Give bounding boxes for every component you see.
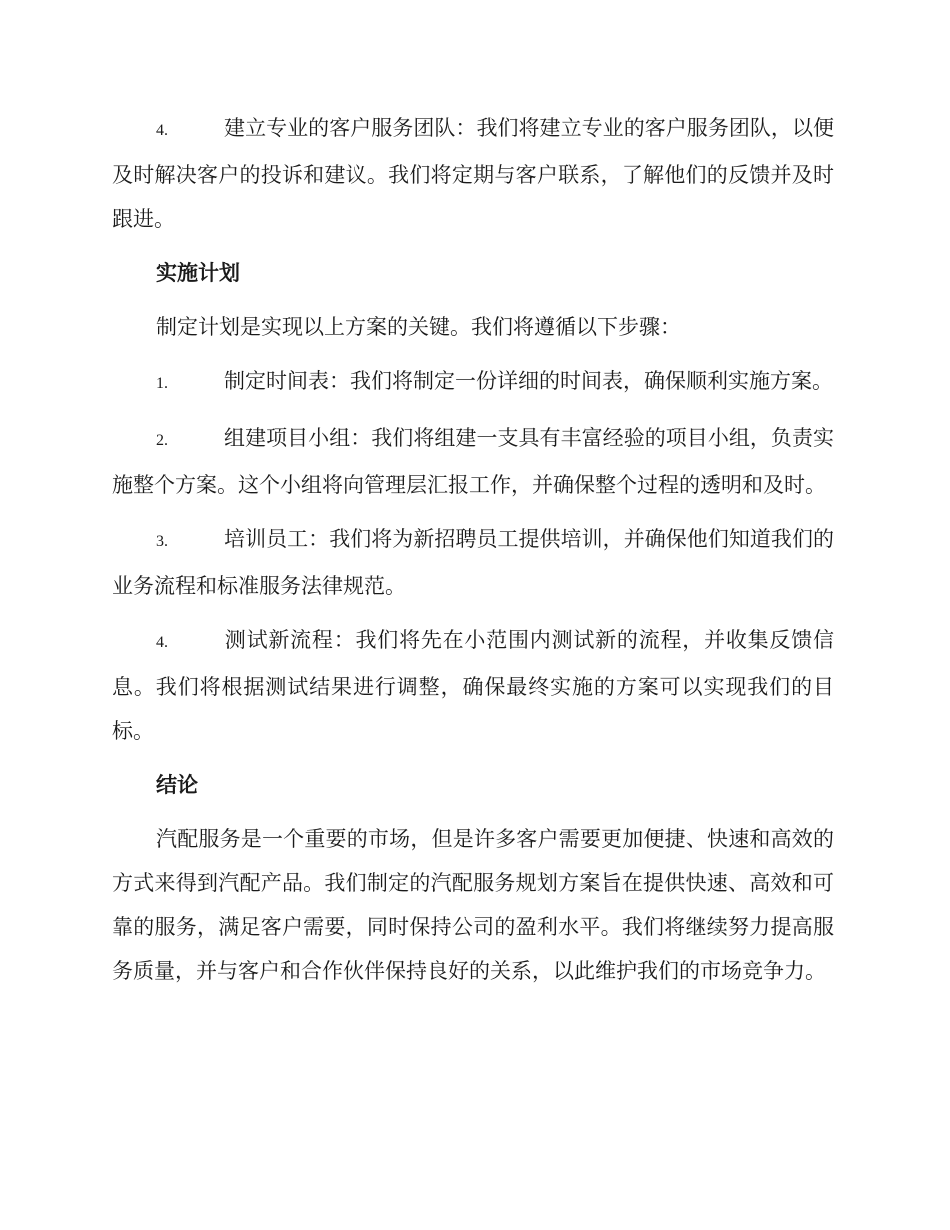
document-page — [112, 106, 834, 993]
list-item-text: 制定时间表：我们将制定一份详细的时间表，确保顺利实施方案。 — [224, 369, 833, 393]
list-item-text: 建立专业的客户服务团队：我们将建立专业的客户服务团队，以便及时解决客户的投诉和建议。我们将定期与客户联系，了解他们的反馈并及时跟进。 — [112, 116, 834, 231]
section-heading-implementation-plan: 实施计划 — [156, 261, 240, 285]
list-item-text: 培训员工：我们将为新招聘员工提供培训，并确保他们知道我们的业务流程和标准服务法律规范。 — [112, 527, 834, 598]
list-item-customer-service-team — [112, 106, 834, 241]
paragraph-plan-intro: 制定计划是实现以上方案的关键。我们将遵循以下步骤： — [156, 315, 681, 339]
paragraph-conclusion: 汽配服务是一个重要的市场，但是许多客户需要更加便捷、快速和高效的方式来得到汽配产品。我们制定的汽配服务规划方案旨在提供快速、高效和可靠的服务，满足客户需要，同时保持公司的盈利水平。我们将继续努力提高服务质量，并与客户和合作伙伴保持良好的关系，以此维护我们的市场竞争力。 — [112, 827, 834, 983]
list-number: 4. — [156, 122, 168, 139]
list-number: 3. — [156, 533, 168, 550]
list-item-testing — [112, 618, 834, 753]
list-item-timeline — [112, 359, 834, 406]
list-item-text: 组建项目小组：我们将组建一支具有丰富经验的项目小组，负责实施整个方案。这个小组将向管理层汇报工作，并确保整个过程的透明和及时。 — [112, 426, 834, 497]
list-number: 2. — [156, 432, 168, 449]
list-item-project-team — [112, 416, 834, 507]
list-number: 1. — [156, 375, 168, 392]
list-item-text: 测试新流程：我们将先在小范围内测试新的流程，并收集反馈信息。我们将根据测试结果进行调整，确保最终实施的方案可以实现我们的目标。 — [112, 628, 834, 743]
list-number: 4. — [156, 634, 168, 651]
section-heading-conclusion: 结论 — [156, 773, 198, 797]
list-item-training — [112, 517, 834, 608]
